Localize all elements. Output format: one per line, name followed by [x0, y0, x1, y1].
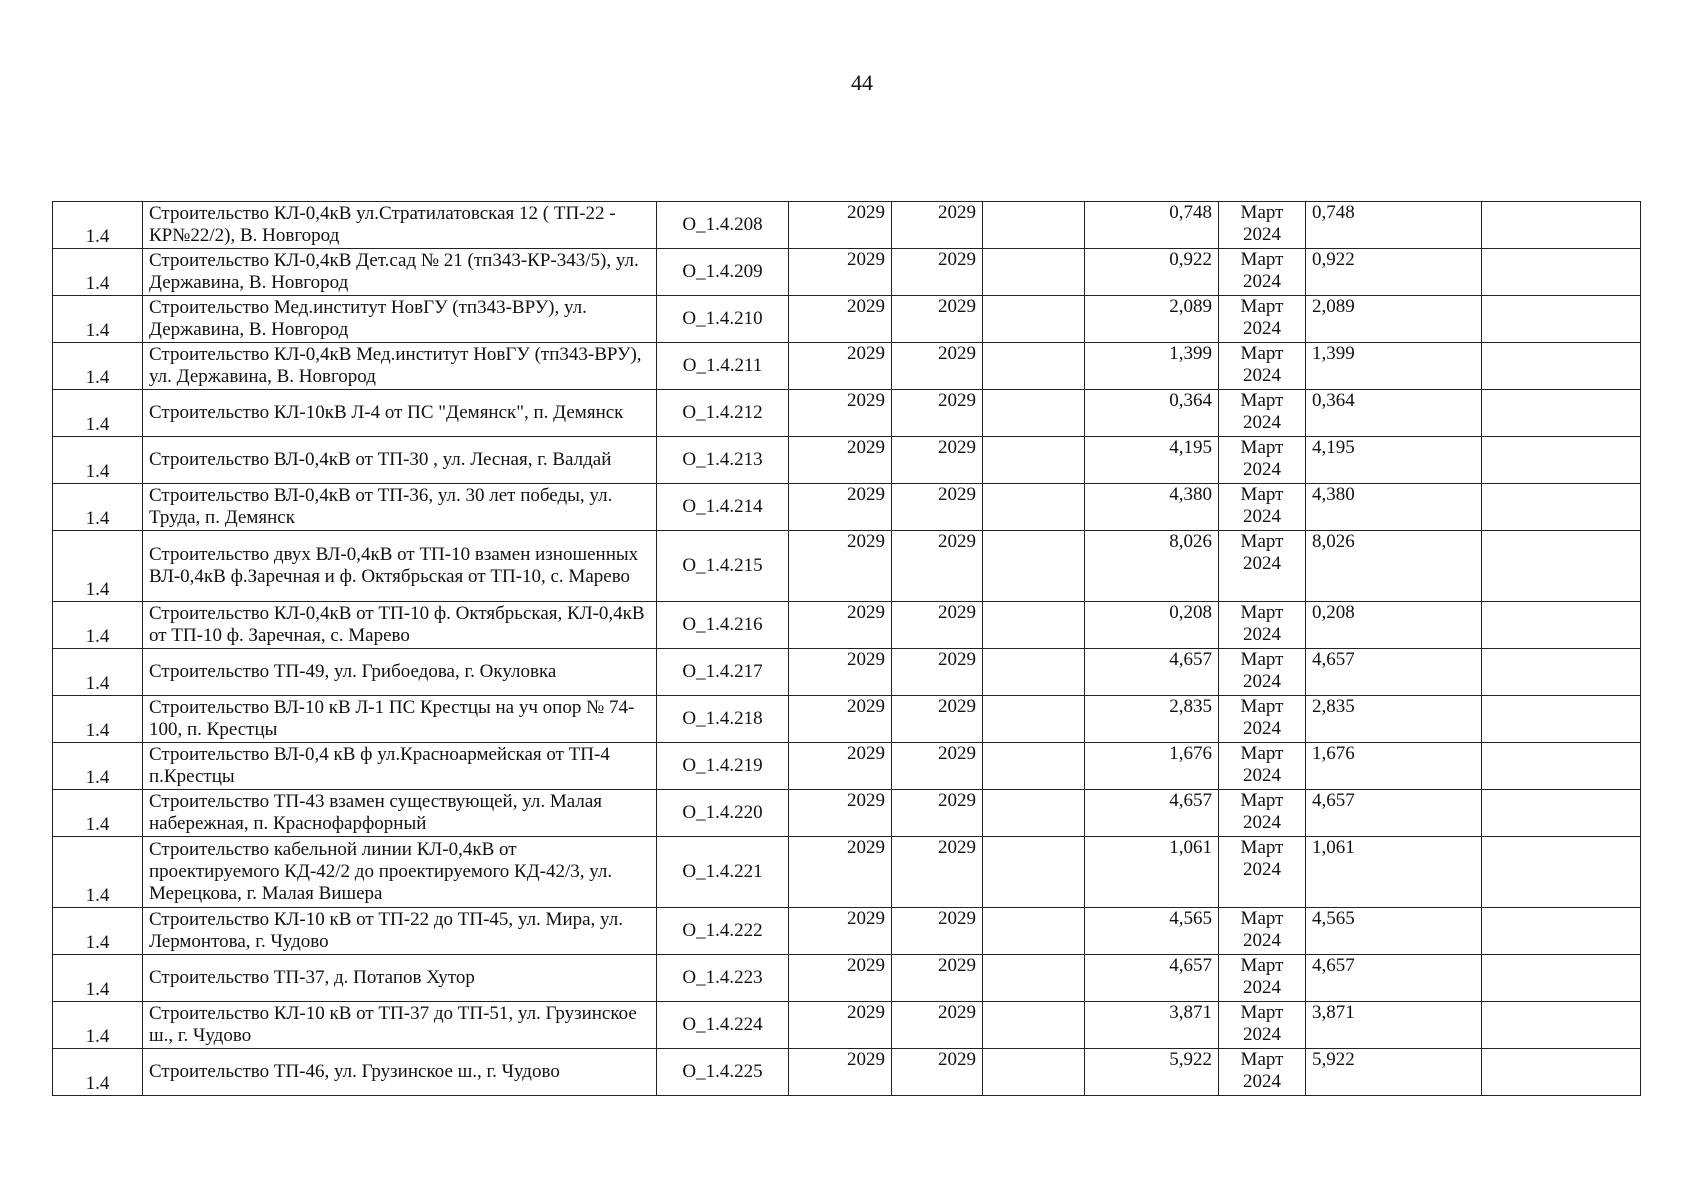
date-cell: Март 2024: [1219, 296, 1306, 343]
date-cell: Март 2024: [1219, 955, 1306, 1002]
start-year-cell: 2029: [789, 1002, 892, 1049]
empty-cell: [1482, 296, 1641, 343]
end-year-cell: 2029: [892, 296, 983, 343]
section-cell: 1.4: [53, 390, 143, 437]
date-cell: Март 2024: [1219, 1002, 1306, 1049]
date-cell: Март 2024: [1219, 249, 1306, 296]
project-code-cell: О_1.4.216: [657, 602, 789, 649]
section-cell: 1.4: [53, 202, 143, 249]
project-code-cell: О_1.4.221: [657, 837, 789, 908]
start-year-cell: 2029: [789, 790, 892, 837]
project-name-cell: Строительство ВЛ-0,4кВ от ТП-36, ул. 30 лет победы, ул. Труда, п. Демянск: [143, 484, 657, 531]
empty-cell: [1482, 743, 1641, 790]
section-cell: 1.4: [53, 296, 143, 343]
amount-cell: 1,399: [1306, 343, 1482, 390]
end-year-cell: 2029: [892, 955, 983, 1002]
empty-cell: [983, 296, 1085, 343]
section-cell: 1.4: [53, 531, 143, 602]
table-row: [53, 531, 1641, 602]
value-cell: 4,657: [1085, 790, 1219, 837]
date-cell: Март 2024: [1219, 484, 1306, 531]
date-cell: Март 2024: [1219, 696, 1306, 743]
table-row: [53, 743, 1641, 790]
empty-cell: [1482, 1002, 1641, 1049]
project-code-cell: О_1.4.212: [657, 390, 789, 437]
empty-cell: [983, 484, 1085, 531]
value-cell: 5,922: [1085, 1049, 1219, 1096]
table-row: [53, 602, 1641, 649]
empty-cell: [1482, 649, 1641, 696]
table-row: [53, 1049, 1641, 1096]
value-cell: 0,922: [1085, 249, 1219, 296]
start-year-cell: 2029: [789, 908, 892, 955]
section-cell: 1.4: [53, 249, 143, 296]
start-year-cell: 2029: [789, 649, 892, 696]
project-name-cell: Строительство двух ВЛ-0,4кВ от ТП-10 взамен изношенных ВЛ-0,4кВ ф.Заречная и ф. Октябрьская от ТП-10, с. Марево: [143, 531, 657, 602]
date-cell: Март 2024: [1219, 837, 1306, 908]
table-row: [53, 837, 1641, 908]
section-cell: 1.4: [53, 437, 143, 484]
end-year-cell: 2029: [892, 602, 983, 649]
project-name-cell: Строительство КЛ-0,4кВ Мед.институт НовГУ (тп343-ВРУ), ул. Державина, В. Новгород: [143, 343, 657, 390]
value-cell: 4,380: [1085, 484, 1219, 531]
amount-cell: 1,676: [1306, 743, 1482, 790]
end-year-cell: 2029: [892, 390, 983, 437]
amount-cell: 0,922: [1306, 249, 1482, 296]
table-row: [53, 484, 1641, 531]
amount-cell: 4,380: [1306, 484, 1482, 531]
value-cell: 0,748: [1085, 202, 1219, 249]
project-code-cell: О_1.4.219: [657, 743, 789, 790]
empty-cell: [1482, 837, 1641, 908]
table-row: [53, 955, 1641, 1002]
investment-table: [52, 201, 1641, 1096]
section-cell: 1.4: [53, 790, 143, 837]
empty-cell: [1482, 484, 1641, 531]
value-cell: 0,364: [1085, 390, 1219, 437]
project-code-cell: О_1.4.220: [657, 790, 789, 837]
value-cell: 8,026: [1085, 531, 1219, 602]
date-cell: Март 2024: [1219, 1049, 1306, 1096]
value-cell: 0,208: [1085, 602, 1219, 649]
amount-cell: 4,195: [1306, 437, 1482, 484]
project-code-cell: О_1.4.223: [657, 955, 789, 1002]
value-cell: 2,835: [1085, 696, 1219, 743]
project-name-cell: Строительство КЛ-10 кВ от ТП-37 до ТП-51, ул. Грузинское ш., г. Чудово: [143, 1002, 657, 1049]
table-row: [53, 249, 1641, 296]
date-cell: Март 2024: [1219, 202, 1306, 249]
project-code-cell: О_1.4.222: [657, 908, 789, 955]
project-name-cell: Строительство ТП-46, ул. Грузинское ш., г. Чудово: [143, 1049, 657, 1096]
empty-cell: [983, 1049, 1085, 1096]
value-cell: 4,657: [1085, 955, 1219, 1002]
empty-cell: [983, 649, 1085, 696]
date-cell: Март 2024: [1219, 743, 1306, 790]
amount-cell: 4,657: [1306, 649, 1482, 696]
value-cell: 2,089: [1085, 296, 1219, 343]
amount-cell: 3,871: [1306, 1002, 1482, 1049]
end-year-cell: 2029: [892, 437, 983, 484]
table-row: [53, 343, 1641, 390]
project-code-cell: О_1.4.215: [657, 531, 789, 602]
value-cell: 1,676: [1085, 743, 1219, 790]
project-code-cell: О_1.4.224: [657, 1002, 789, 1049]
start-year-cell: 2029: [789, 743, 892, 790]
amount-cell: 4,565: [1306, 908, 1482, 955]
empty-cell: [983, 1002, 1085, 1049]
date-cell: Март 2024: [1219, 649, 1306, 696]
table-row: [53, 649, 1641, 696]
empty-cell: [983, 390, 1085, 437]
end-year-cell: 2029: [892, 1049, 983, 1096]
amount-cell: 1,061: [1306, 837, 1482, 908]
empty-cell: [983, 790, 1085, 837]
value-cell: 3,871: [1085, 1002, 1219, 1049]
section-cell: 1.4: [53, 1049, 143, 1096]
amount-cell: 2,835: [1306, 696, 1482, 743]
date-cell: Март 2024: [1219, 343, 1306, 390]
end-year-cell: 2029: [892, 249, 983, 296]
empty-cell: [983, 955, 1085, 1002]
value-cell: 1,399: [1085, 343, 1219, 390]
table-row: [53, 390, 1641, 437]
empty-cell: [983, 837, 1085, 908]
empty-cell: [1482, 696, 1641, 743]
empty-cell: [1482, 343, 1641, 390]
table-row: [53, 1002, 1641, 1049]
start-year-cell: 2029: [789, 696, 892, 743]
section-cell: 1.4: [53, 484, 143, 531]
empty-cell: [983, 437, 1085, 484]
page-number: 44: [851, 70, 873, 95]
section-cell: 1.4: [53, 955, 143, 1002]
empty-cell: [1482, 955, 1641, 1002]
value-cell: 1,061: [1085, 837, 1219, 908]
project-name-cell: Строительство кабельной линии КЛ-0,4кВ от проектируемого КД-42/2 до проектируемого КД-42/3, ул. Мерецкова, г. Малая Вишера: [143, 837, 657, 908]
empty-cell: [983, 696, 1085, 743]
value-cell: 4,657: [1085, 649, 1219, 696]
empty-cell: [1482, 1049, 1641, 1096]
project-name-cell: Строительство ВЛ-0,4кВ от ТП-30 , ул. Лесная, г. Валдай: [143, 437, 657, 484]
amount-cell: 2,089: [1306, 296, 1482, 343]
end-year-cell: 2029: [892, 908, 983, 955]
section-cell: 1.4: [53, 1002, 143, 1049]
start-year-cell: 2029: [789, 602, 892, 649]
start-year-cell: 2029: [789, 955, 892, 1002]
project-code-cell: О_1.4.214: [657, 484, 789, 531]
empty-cell: [983, 531, 1085, 602]
empty-cell: [983, 343, 1085, 390]
table-row: [53, 790, 1641, 837]
table-row: [53, 437, 1641, 484]
project-code-cell: О_1.4.209: [657, 249, 789, 296]
project-name-cell: Строительство КЛ-0,4кВ от ТП-10 ф. Октябрьская, КЛ-0,4кВ от ТП-10 ф. Заречная, с. Марево: [143, 602, 657, 649]
amount-cell: 5,922: [1306, 1049, 1482, 1096]
project-name-cell: Строительство КЛ-0,4кВ ул.Стратилатовская 12 ( ТП-22 - КР№22/2), В. Новгород: [143, 202, 657, 249]
empty-cell: [1482, 602, 1641, 649]
project-code-cell: О_1.4.208: [657, 202, 789, 249]
amount-cell: 0,208: [1306, 602, 1482, 649]
section-cell: 1.4: [53, 837, 143, 908]
table-row: [53, 202, 1641, 249]
date-cell: Март 2024: [1219, 602, 1306, 649]
empty-cell: [983, 743, 1085, 790]
empty-cell: [1482, 249, 1641, 296]
empty-cell: [983, 202, 1085, 249]
project-name-cell: Строительство КЛ-0,4кВ Дет.сад № 21 (тп343-КР-343/5), ул. Державина, В. Новгород: [143, 249, 657, 296]
value-cell: 4,195: [1085, 437, 1219, 484]
end-year-cell: 2029: [892, 837, 983, 908]
date-cell: Март 2024: [1219, 390, 1306, 437]
project-name-cell: Строительство ТП-49, ул. Грибоедова, г. Окуловка: [143, 649, 657, 696]
section-cell: 1.4: [53, 743, 143, 790]
section-cell: 1.4: [53, 602, 143, 649]
amount-cell: 8,026: [1306, 531, 1482, 602]
project-name-cell: Строительство ВЛ-10 кВ Л-1 ПС Крестцы на уч опор № 74-100, п. Крестцы: [143, 696, 657, 743]
amount-cell: 0,364: [1306, 390, 1482, 437]
start-year-cell: 2029: [789, 437, 892, 484]
table-row: [53, 696, 1641, 743]
start-year-cell: 2029: [789, 531, 892, 602]
project-code-cell: О_1.4.211: [657, 343, 789, 390]
project-code-cell: О_1.4.213: [657, 437, 789, 484]
start-year-cell: 2029: [789, 484, 892, 531]
project-name-cell: Строительство Мед.институт НовГУ (тп343-ВРУ), ул. Державина, В. Новгород: [143, 296, 657, 343]
project-name-cell: Строительство КЛ-10 кВ от ТП-22 до ТП-45, ул. Мира, ул. Лермонтова, г. Чудово: [143, 908, 657, 955]
end-year-cell: 2029: [892, 790, 983, 837]
empty-cell: [1482, 437, 1641, 484]
empty-cell: [1482, 790, 1641, 837]
empty-cell: [983, 602, 1085, 649]
start-year-cell: 2029: [789, 249, 892, 296]
project-name-cell: Строительство ВЛ-0,4 кВ ф ул.Красноармейская от ТП-4 п.Крестцы: [143, 743, 657, 790]
start-year-cell: 2029: [789, 837, 892, 908]
end-year-cell: 2029: [892, 1002, 983, 1049]
project-name-cell: Строительство ТП-37, д. Потапов Хутор: [143, 955, 657, 1002]
date-cell: Март 2024: [1219, 437, 1306, 484]
amount-cell: 4,657: [1306, 955, 1482, 1002]
end-year-cell: 2029: [892, 649, 983, 696]
end-year-cell: 2029: [892, 202, 983, 249]
empty-cell: [1482, 202, 1641, 249]
empty-cell: [1482, 908, 1641, 955]
project-code-cell: О_1.4.218: [657, 696, 789, 743]
start-year-cell: 2029: [789, 343, 892, 390]
amount-cell: 0,748: [1306, 202, 1482, 249]
value-cell: 4,565: [1085, 908, 1219, 955]
table-row: [53, 296, 1641, 343]
project-name-cell: Строительство КЛ-10кВ Л-4 от ПС "Демянск", п. Демянск: [143, 390, 657, 437]
project-name-cell: Строительство ТП-43 взамен существующей, ул. Малая набережная, п. Краснофарфорный: [143, 790, 657, 837]
end-year-cell: 2029: [892, 531, 983, 602]
end-year-cell: 2029: [892, 343, 983, 390]
start-year-cell: 2029: [789, 1049, 892, 1096]
start-year-cell: 2029: [789, 202, 892, 249]
table-row: [53, 908, 1641, 955]
date-cell: Март 2024: [1219, 531, 1306, 602]
project-code-cell: О_1.4.210: [657, 296, 789, 343]
end-year-cell: 2029: [892, 484, 983, 531]
empty-cell: [1482, 390, 1641, 437]
empty-cell: [1482, 531, 1641, 602]
section-cell: 1.4: [53, 696, 143, 743]
empty-cell: [983, 908, 1085, 955]
project-code-cell: О_1.4.225: [657, 1049, 789, 1096]
date-cell: Март 2024: [1219, 908, 1306, 955]
start-year-cell: 2029: [789, 296, 892, 343]
project-code-cell: О_1.4.217: [657, 649, 789, 696]
table-body: [53, 202, 1641, 1096]
start-year-cell: 2029: [789, 390, 892, 437]
section-cell: 1.4: [53, 908, 143, 955]
end-year-cell: 2029: [892, 743, 983, 790]
amount-cell: 4,657: [1306, 790, 1482, 837]
date-cell: Март 2024: [1219, 790, 1306, 837]
section-cell: 1.4: [53, 343, 143, 390]
section-cell: 1.4: [53, 649, 143, 696]
empty-cell: [983, 249, 1085, 296]
end-year-cell: 2029: [892, 696, 983, 743]
